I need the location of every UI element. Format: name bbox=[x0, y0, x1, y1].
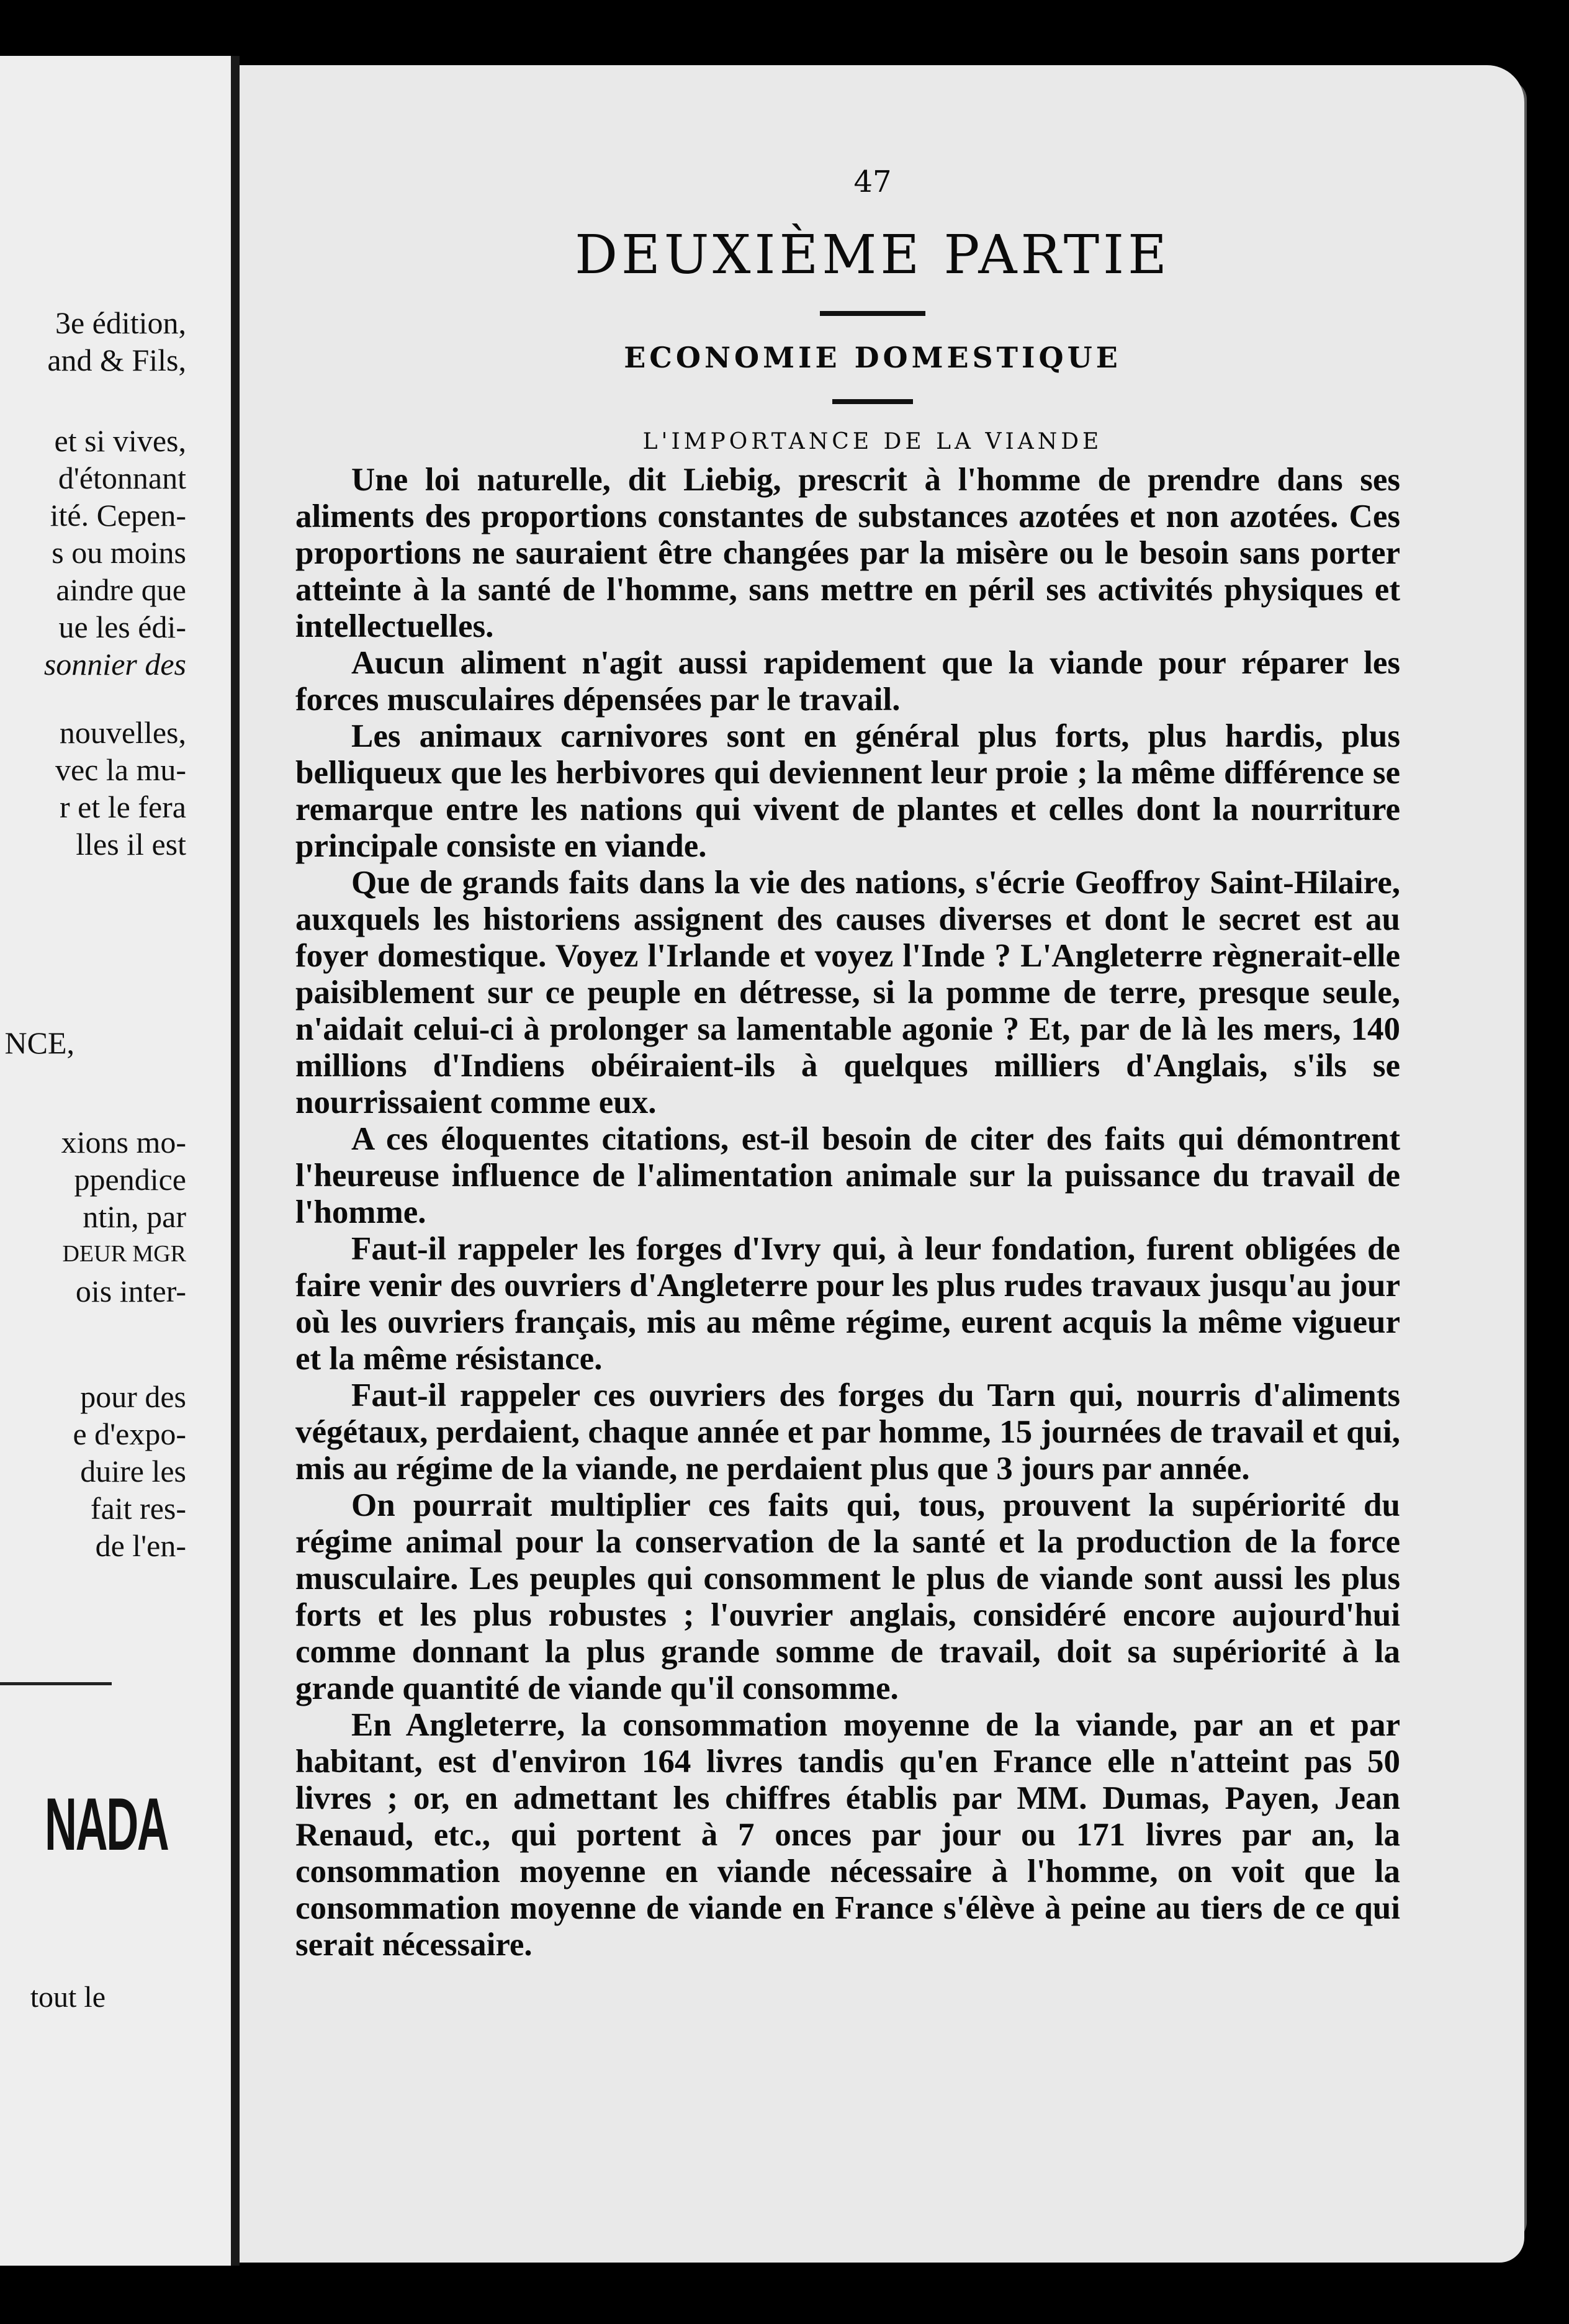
left-text-line: vec la mu- bbox=[55, 752, 186, 787]
left-text-line: fait res- bbox=[90, 1491, 186, 1526]
paragraph: Faut-il rappeler ces ouvriers des forges du Tarn qui, nourris d'aliments végétaux, perdaient, chaque année et par homme, 15 journées de travail et qui, mis au régime de la viande, ne perdaient plus que 3 jours par année. bbox=[295, 1377, 1400, 1487]
left-text-line: duire les bbox=[80, 1454, 186, 1489]
left-text-line: sonnier des bbox=[43, 647, 186, 682]
book-gutter bbox=[231, 56, 240, 2266]
paragraph: Les animaux carnivores sont en général plus forts, plus hardis, plus belliqueux que les herbivores qui deviennent leur proie ; la même différence se remarque entre les nations qui vivent de plantes et celles dont la nourriture principale consiste en viande. bbox=[295, 718, 1400, 864]
part-title: DEUXIÈME PARTIE bbox=[575, 224, 1171, 286]
left-text-line: ntin, par bbox=[83, 1199, 186, 1234]
left-text-line: xions mo- bbox=[61, 1125, 186, 1160]
left-text-line: ois inter- bbox=[75, 1274, 186, 1308]
title-divider bbox=[820, 311, 925, 316]
paragraph: Faut-il rappeler les forges d'Ivry qui, à leur fondation, furent obligées de faire venir des ouvriers d'Angleterre pour les plus rudes travaux jusqu'au jour où les ouvriers français, mis au même régime, eurent acquis la même vigueur et la même résistance. bbox=[295, 1231, 1400, 1377]
left-text-line: ppendice bbox=[74, 1162, 186, 1197]
left-text-line: ue les édi- bbox=[58, 610, 186, 644]
left-text-block bbox=[0, 422, 230, 683]
left-divider bbox=[0, 1682, 112, 1685]
left-page-fragment bbox=[0, 56, 235, 2266]
left-text-line: et si vives, bbox=[54, 423, 186, 458]
page-content bbox=[295, 164, 1400, 1963]
main-page bbox=[240, 65, 1524, 2263]
left-text-block bbox=[0, 1024, 230, 1061]
left-text-line: e d'expo- bbox=[73, 1416, 186, 1451]
left-text-block bbox=[0, 1378, 230, 1564]
paragraph: En Angleterre, la consommation moyenne de la viande, par an et par habitant, est d'environ 164 livres tandis qu'en France elle n'atteint pas 50 livres ; or, en admettant les chiffres établis par MM. Dumas, Payen, Jean Renaud, etc., qui portent à 7 onces par jour ou 171 livres par an, la consommation moyenne en viande nécessaire à l'homme, on voit que la consommation moyenne de viande en France s'élève à peine au tiers de ce qui serait nécessaire. bbox=[295, 1707, 1400, 1963]
left-text-line: nouvelles, bbox=[59, 715, 186, 750]
left-text-line: de l'en- bbox=[95, 1528, 186, 1563]
left-text-line: and & Fils, bbox=[47, 343, 186, 377]
paragraph: A ces éloquentes citations, est-il besoin de citer des faits qui démontrent l'heureuse influence de l'alimentation animale sur la puissance du travail de l'homme. bbox=[295, 1121, 1400, 1230]
left-text-line: d'étonnant bbox=[58, 461, 186, 495]
section-title: ECONOMIE DOMESTIQUE bbox=[624, 341, 1122, 374]
left-text-line: aindre que bbox=[56, 572, 186, 607]
section-divider bbox=[832, 399, 913, 404]
left-tail-text: tout le bbox=[30, 1981, 106, 2014]
paragraph: Que de grands faits dans la vie des nations, s'écrie Geoffroy Saint-Hilaire, auxquels les historiens assignent des causes diverses et dont le secret est au foyer domestique. Voyez l'Irlande et voyez l'Inde ? L'Angleterre règnerait-elle paisiblement sur ce peuple en détresse, si la pomme de terre, presque seule, n'aidait celui-ci à prolonger sa lamentable agonie ? Et, par de là les mers, 140 millions d'Indiens obéiraient-ils à quelques milliers d'Anglais, s'ils se nourrissaient comme eux. bbox=[295, 865, 1400, 1120]
left-text-line: ité. Cepen- bbox=[50, 498, 186, 533]
left-text-line: 3e édition, bbox=[55, 305, 186, 340]
left-text-line: lles il est bbox=[76, 827, 186, 862]
left-text-block bbox=[0, 714, 230, 863]
left-text-block bbox=[0, 304, 230, 379]
left-text-line: NCE, bbox=[4, 1025, 74, 1060]
paragraph: On pourrait multiplier ces faits qui, tous, prouvent la supériorité du régime animal pour la conservation de la santé et la production de la force musculaire. Les peuples qui consomment le plus de viande sont aussi les plus forts et les plus robustes ; l'ouvrier anglais, considéré encore aujourd'hui comme donnant la plus grande somme de travail, doit sa supériorité à la grande quantité de viande qu'il consomme. bbox=[295, 1487, 1400, 1706]
paragraph: Une loi naturelle, dit Liebig, prescrit à l'homme de prendre dans ses aliments des proportions constantes de substances azotées et non azotées. Ces proportions ne sauraient être changées par la misère ou le besoin sans porter atteinte à la santé de l'homme, sans mettre en péril ses activités physiques et intellectuelles. bbox=[295, 462, 1400, 644]
left-text-line: r et le fera bbox=[59, 790, 186, 824]
paragraph: Aucun aliment n'agit aussi rapidement que la viande pour réparer les forces musculaires dépensées par le travail. bbox=[295, 645, 1400, 718]
page-number: 47 bbox=[853, 164, 892, 199]
left-text-line: DEUR MGR bbox=[62, 1241, 186, 1267]
left-text-line: s ou moins bbox=[52, 535, 186, 570]
left-text-block bbox=[0, 1124, 230, 1310]
chapter-title: L'IMPORTANCE DE LA VIANDE bbox=[642, 429, 1103, 454]
left-banner-text: NADA bbox=[44, 1783, 168, 1866]
left-text-line: pour des bbox=[80, 1379, 186, 1414]
